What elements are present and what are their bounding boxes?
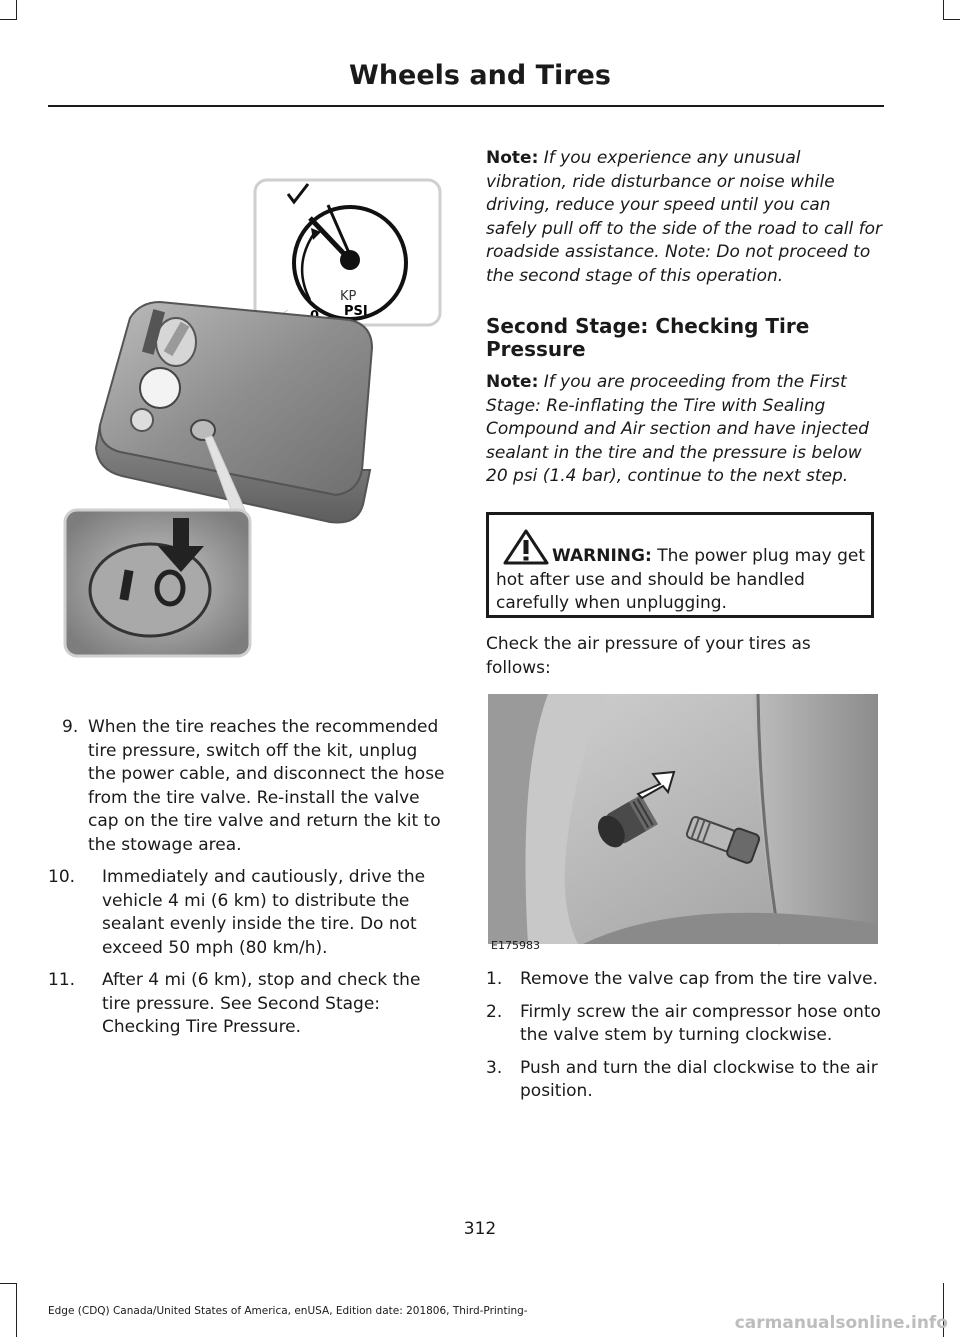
- list-item-text: Firmly screw the air compressor hose onto the valve stem by turning clockwise.: [520, 1001, 881, 1045]
- list-item-number: 9.: [62, 717, 79, 737]
- page-number: 312: [463, 1219, 497, 1239]
- list-item-number: 10.: [48, 867, 76, 887]
- crop-mark: [16, 0, 17, 20]
- list-item: [486, 968, 882, 992]
- header-divider: [48, 105, 884, 107]
- note-text: If you are proceeding from the First Stage: Re-inflating the Tire with Sealing Compound and Air section and have injected sealant in the tire and the pressure is below 20 psi (1.4 bar), continue to the next step.: [486, 372, 869, 486]
- crop-mark: [0, 1283, 17, 1284]
- list-item-number: 1.: [486, 969, 503, 989]
- gauge-psi-label: PSI: [344, 304, 368, 319]
- list-item: [486, 1001, 882, 1048]
- list-item-text: Immediately and cautiously, drive the vehicle 4 mi (6 km) to distribute the sealant evenly inside the tire. Do not exceed 50 mph (80 km/h).: [102, 867, 426, 958]
- list-item-text: When the tire reaches the recommended tire pressure, switch off the kit, unplug the power cable, and disconnect the hose from the tire valve. Re-install the valve cap on the tire valve and return the kit to the stowage area.: [88, 717, 445, 855]
- list-item: [486, 1057, 882, 1104]
- list-item-number: 3.: [486, 1057, 503, 1078]
- crop-mark: [943, 0, 944, 20]
- list-item-number: 2.: [486, 1001, 503, 1022]
- note-text: If you experience any unusual vibration, ride disturbance or noise while driving, reduce your speed until you can safely pull off to the side of the road to call for roadside assistance. Note: Do not proceed to the second stage of this operation.: [486, 148, 882, 286]
- footer-text: Edge (CDQ) Canada/United States of America, enUSA, Edition date: 201806, Third-Printing-: [48, 1305, 528, 1317]
- watermark: carmanualsonline.info: [734, 1313, 948, 1333]
- warning-text-block: [496, 545, 865, 616]
- list-item-text: Remove the valve cap from the tire valve.: [520, 969, 879, 989]
- sealant-kit-figure: [60, 170, 450, 660]
- tire-valve-figure: [488, 694, 878, 954]
- gauge-kp-label: KP: [340, 289, 357, 304]
- note-label: Note:: [486, 148, 539, 168]
- crop-mark: [0, 19, 17, 20]
- list-item: [48, 969, 450, 1040]
- note-roadside: [486, 147, 882, 288]
- left-instruction-list: [48, 716, 450, 1040]
- right-instruction-list: [486, 968, 882, 1104]
- section-heading: Second Stage: Checking Tire Pressure: [486, 314, 810, 361]
- page-title: Wheels and Tires: [349, 60, 611, 91]
- list-item-text: Push and turn the dial clockwise to the air position.: [520, 1057, 878, 1101]
- warning-text: The power plug may get hot after use and should be handled carefully when unplugging.: [496, 546, 865, 613]
- list-item: [48, 866, 450, 960]
- figure-code: E175983: [491, 939, 540, 952]
- list-item-text: After 4 mi (6 km), stop and check the tire pressure. See Second Stage: Checking Tire Pressure.: [102, 970, 421, 1037]
- note-label: Note:: [486, 372, 539, 392]
- list-item: [48, 716, 450, 857]
- warning-box: [486, 512, 874, 618]
- crop-mark: [16, 1283, 17, 1337]
- list-item-number: 11.: [48, 970, 76, 990]
- check-intro: Check the air pressure of your tires as follows:: [486, 634, 811, 678]
- note-first-stage: [486, 371, 882, 489]
- crop-mark: [943, 19, 960, 20]
- warning-label: WARNING:: [552, 546, 652, 566]
